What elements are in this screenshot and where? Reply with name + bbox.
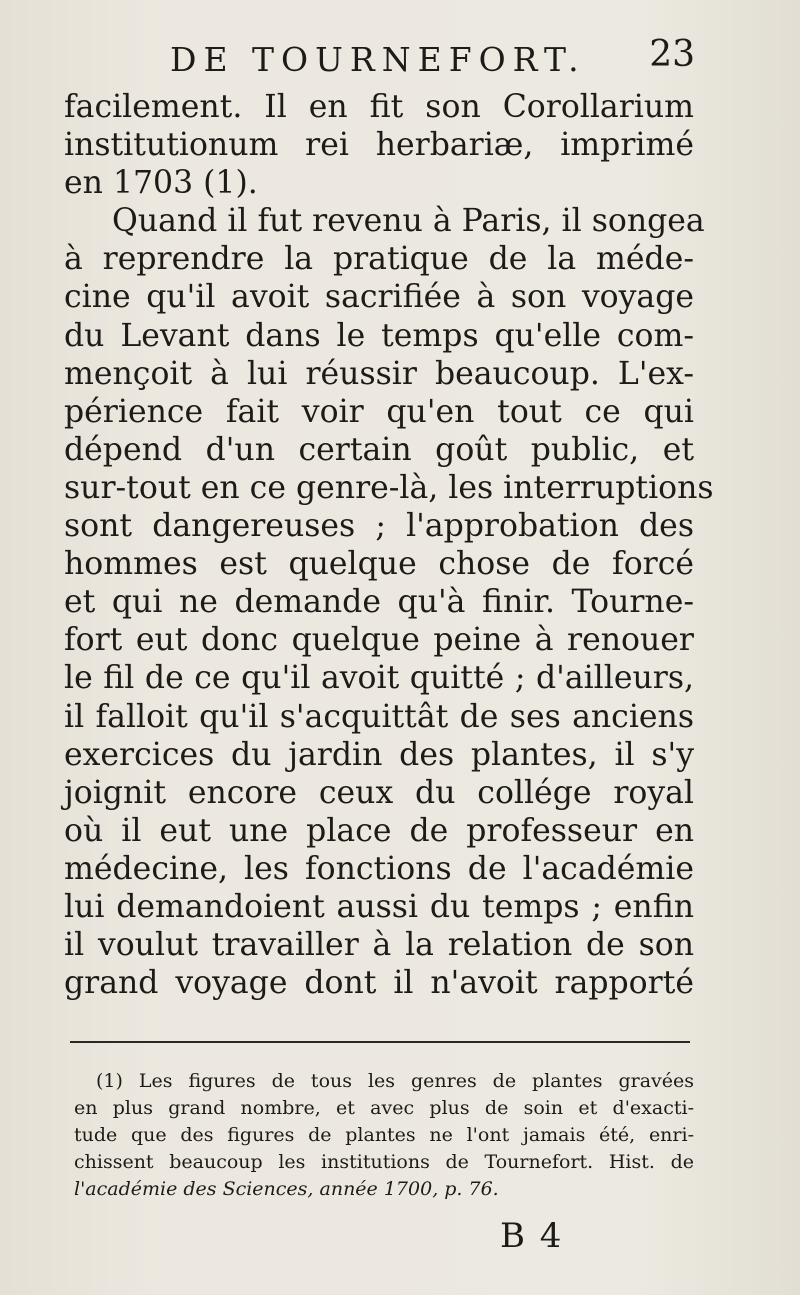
text-line: médecine, les fonctions de l'académie	[64, 850, 694, 887]
text-line: cine qu'il avoit sacrifiée à son voyage	[64, 279, 694, 316]
text-line: il falloit qu'il s'acquittât de ses anciens	[64, 698, 694, 735]
text-line: exercices du jardin des plantes, il s'y	[64, 736, 694, 773]
text-line: mençoit à lui réussir beaucoup. L'ex-	[64, 355, 694, 392]
text-line: il voulut travailler à la relation de son	[64, 927, 694, 964]
text-line: le fil de ce qu'il avoit quitté ; d'ailleurs,	[64, 660, 694, 697]
text-line: et qui ne demande qu'à finir. Tourne-	[64, 584, 694, 621]
body-text	[64, 88, 714, 1002]
text-line: sont dangereuses ; l'approbation des	[64, 508, 694, 545]
footnote-divider	[70, 1041, 690, 1043]
footnote	[74, 1068, 694, 1203]
text-line: en 1703 (1).	[64, 165, 258, 202]
footnote-line: l'académie des Sciences, année 1700, p. 76.	[74, 1178, 499, 1200]
text-line: à reprendre la pratique de la méde-	[64, 241, 694, 278]
signature-mark: B 4	[500, 1216, 564, 1256]
page-number: 23	[649, 34, 695, 75]
text-line: hommes est quelque chose de forcé	[64, 546, 694, 583]
text-line: facilement. Il en fit son Corollarium	[64, 89, 694, 125]
text-line: fort eut donc quelque peine à renouer	[64, 622, 694, 659]
text-line: joignit encore ceux du collége royal	[64, 774, 694, 811]
text-line: sur-tout en ce genre-là, les interruptions	[64, 469, 714, 506]
footnote-line: chissent beaucoup les institutions de Tournefort. Hist. de	[74, 1151, 694, 1173]
text-line: du Levant dans le temps qu'elle com-	[64, 317, 694, 354]
text-line: où il eut une place de professeur en	[64, 812, 694, 849]
running-title: DE TOURNEFORT.	[170, 40, 586, 79]
footnote-line: en plus grand nombre, et avec plus de soin et d'exacti-	[74, 1097, 694, 1119]
running-head	[170, 34, 695, 84]
text-line: Quand il fut revenu à Paris, il songea	[112, 203, 705, 240]
text-line: dépend d'un certain goût public, et	[64, 431, 694, 468]
footnote-line: (1) Les figures de tous les genres de plantes gravées	[96, 1070, 694, 1092]
footnote-line: tude que des figures de plantes ne l'ont jamais été, enri-	[74, 1124, 694, 1146]
text-line: lui demandoient aussi du temps ; enfin	[64, 888, 694, 925]
text-line: périence fait voir qu'en tout ce qui	[64, 393, 694, 430]
text-line: grand voyage dont il n'avoit rapporté	[64, 965, 694, 1002]
text-line: institutionum rei herbariæ, imprimé	[64, 127, 694, 164]
